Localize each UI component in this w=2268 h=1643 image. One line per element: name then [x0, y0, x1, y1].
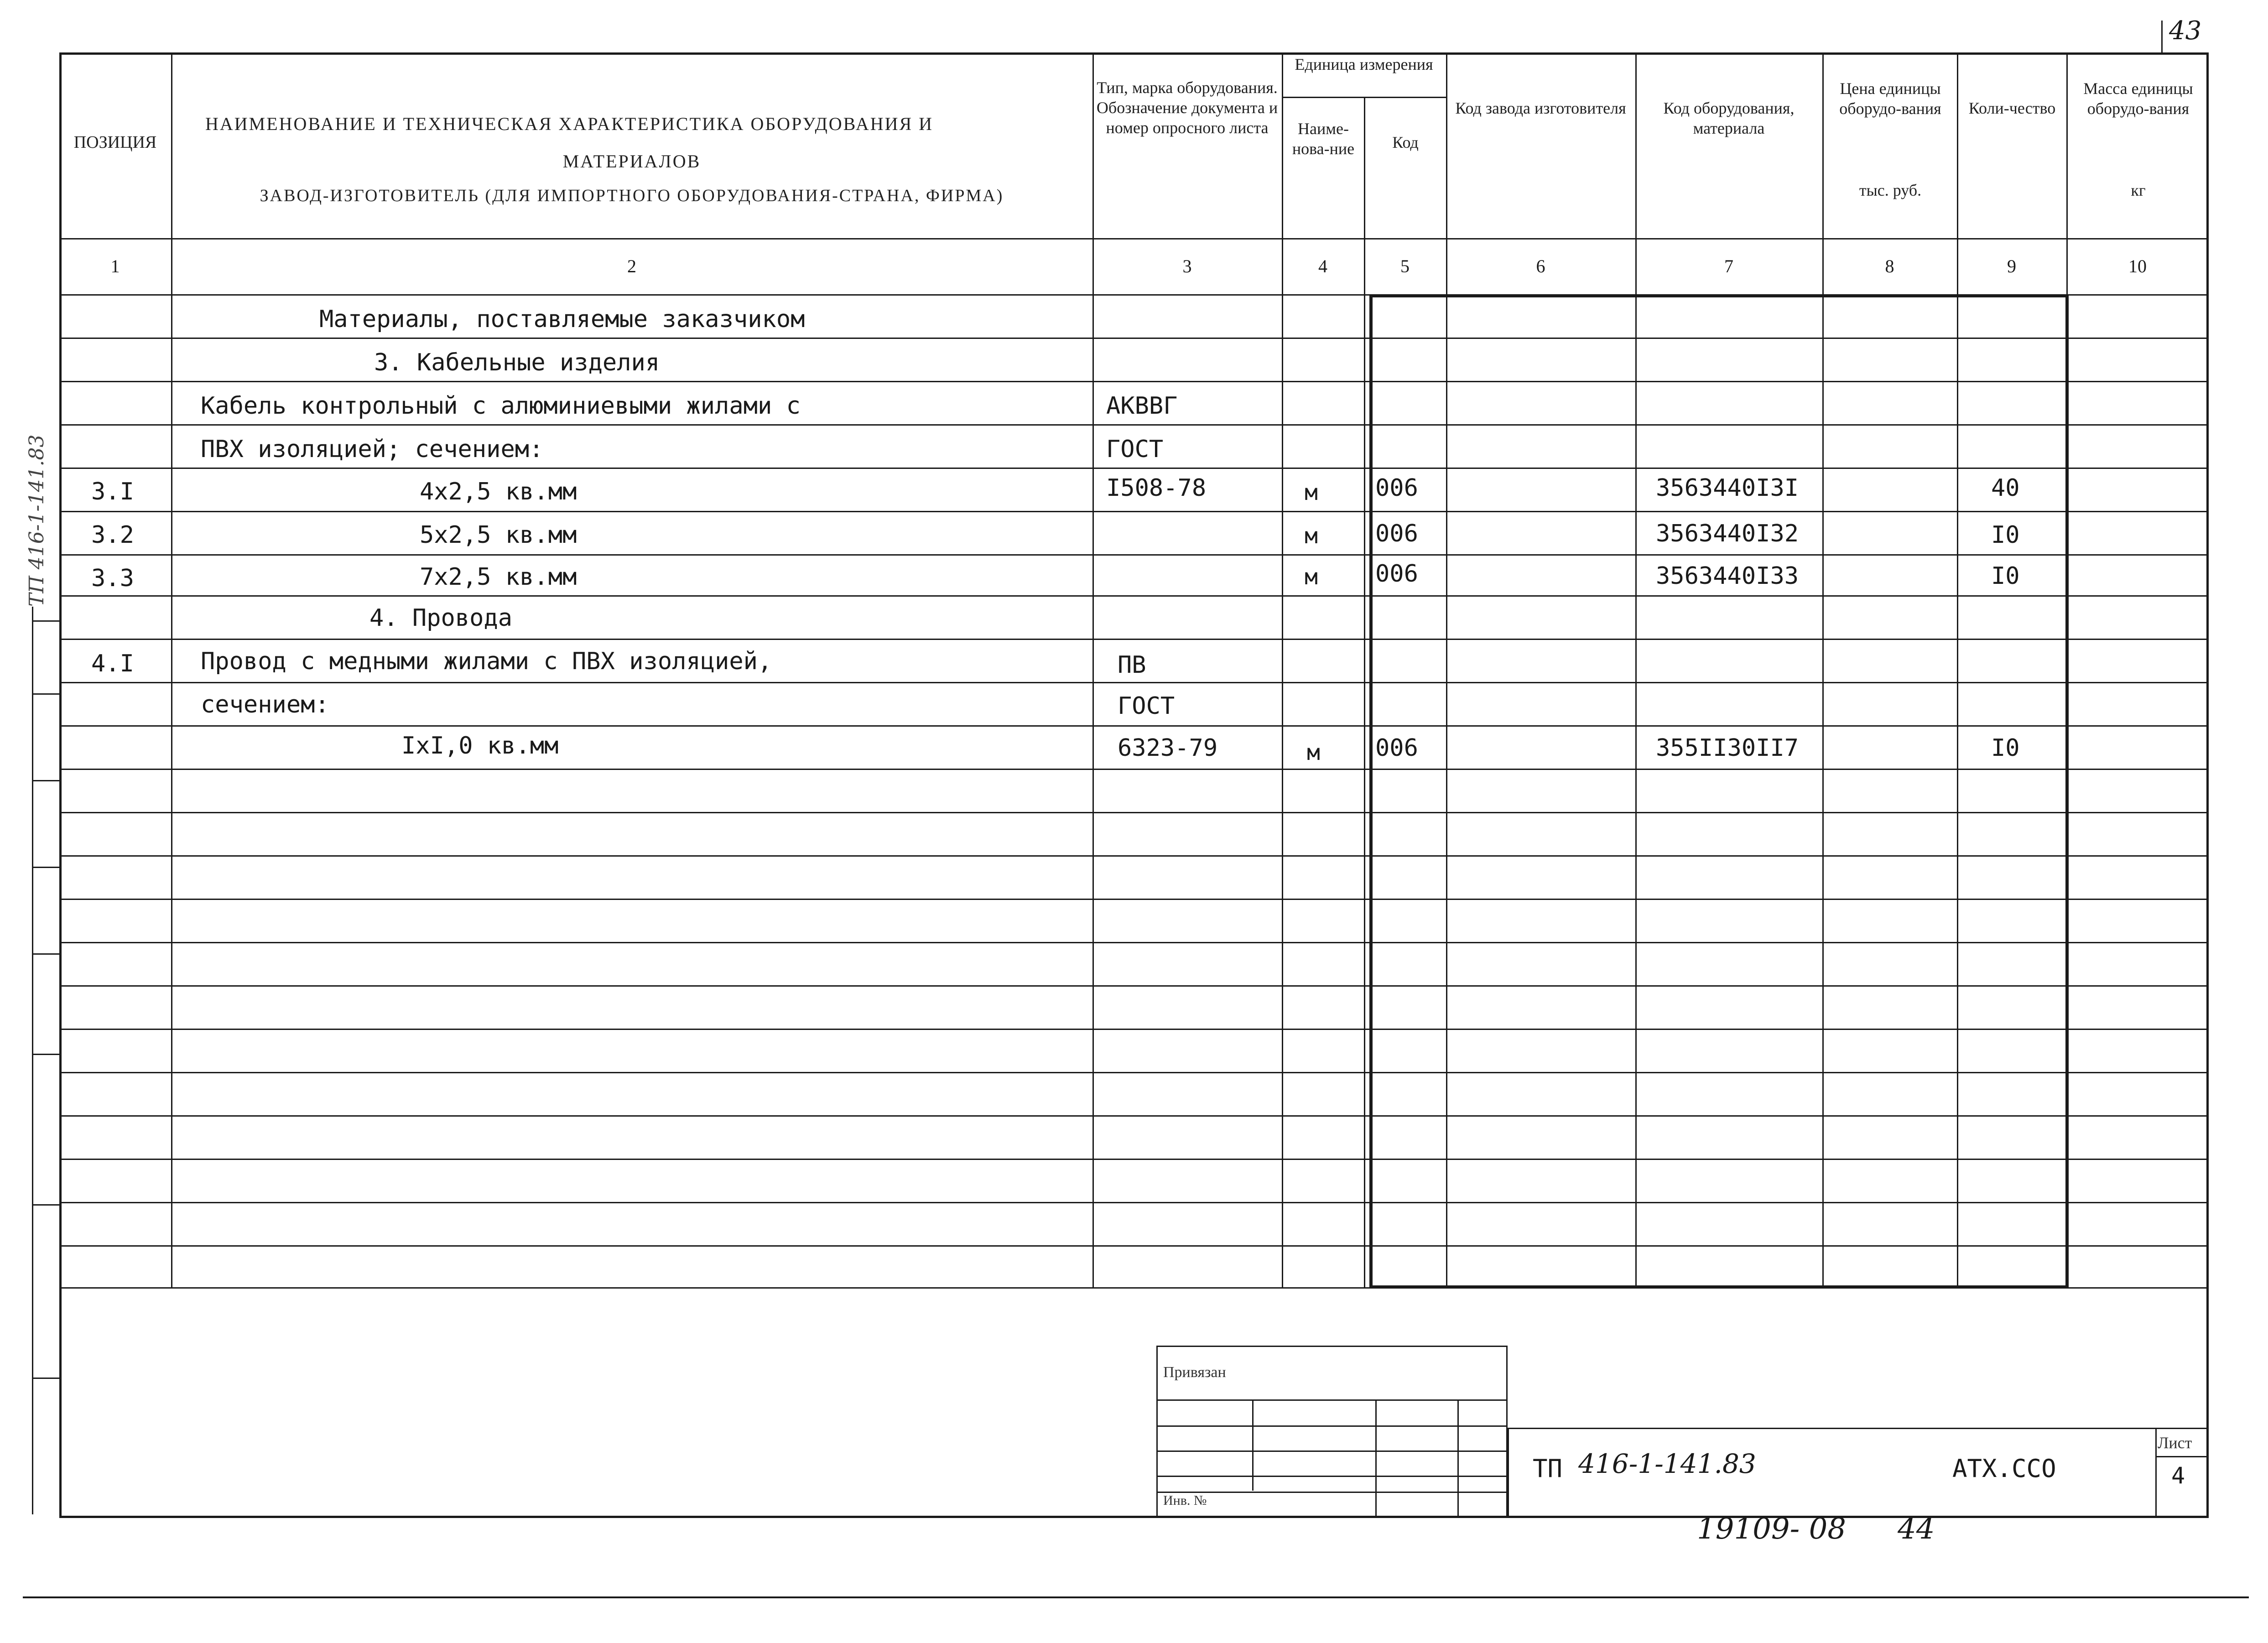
row-type: 6323-79	[1118, 734, 1218, 762]
sheet-box-line	[2155, 1428, 2157, 1518]
binding-tick	[32, 620, 62, 622]
stamp-line	[1156, 1399, 1508, 1401]
row-line	[59, 1202, 2209, 1203]
binding-tick	[32, 867, 62, 868]
row-material-code: 355II30II7	[1656, 734, 1799, 762]
column-number: 1	[110, 256, 120, 276]
row-line	[59, 1115, 2209, 1117]
sheet-number: 4	[2171, 1462, 2185, 1489]
row-position: 3.I	[91, 478, 134, 505]
row-position: 4.I	[91, 650, 134, 677]
row-line	[59, 1159, 2209, 1160]
col-line	[1957, 52, 1958, 1289]
row-line	[59, 424, 2209, 426]
thick-box-left	[1369, 294, 1373, 1289]
doc-number: 416-1-141.83	[1578, 1448, 1756, 1479]
row-unit: м	[1305, 480, 1318, 505]
row-line	[59, 1072, 2209, 1073]
row-line	[59, 595, 2209, 597]
row-line	[59, 812, 2209, 813]
thick-box-top	[1369, 294, 2069, 297]
sheet-label: Лист	[2158, 1434, 2192, 1452]
row-line	[59, 381, 2209, 382]
row-quantity: I0	[1991, 562, 2020, 590]
row-type: ГОСТ	[1106, 436, 1164, 463]
row-unit: м	[1307, 740, 1320, 765]
column-number: 6	[1536, 256, 1545, 276]
row-type: ПВ	[1118, 651, 1146, 679]
row-name: Материалы, поставляемые заказчиком	[319, 306, 805, 333]
row-name: 4. Провода	[369, 604, 513, 632]
header-price-unit: тыс. руб.	[1859, 181, 1922, 199]
row-line	[59, 985, 2209, 987]
sheet-box-line	[2155, 1456, 2209, 1457]
row-name: 3. Кабельные изделия	[374, 349, 660, 376]
row-unit-code: 006	[1375, 734, 1418, 762]
table-bottom-line	[59, 1287, 2209, 1289]
column-number: 2	[627, 256, 636, 276]
row-type: I508-78	[1106, 474, 1207, 502]
column-number: 7	[1724, 256, 1733, 276]
header-mass: Масса единицы оборудо-вания	[2083, 79, 2193, 118]
stamp-line	[1156, 1425, 1508, 1427]
binding-tick	[32, 953, 62, 955]
row-line	[59, 725, 2209, 727]
row-quantity: I0	[1991, 521, 2020, 549]
row-unit-code: 006	[1375, 520, 1418, 547]
row-quantity: I0	[1991, 734, 2020, 762]
row-unit: м	[1305, 564, 1318, 590]
row-material-code: 3563440I3I	[1656, 474, 1799, 502]
row-material-code: 3563440I33	[1656, 562, 1799, 590]
row-line	[59, 855, 2209, 857]
row-name: IxI,0 кв.мм	[401, 732, 559, 759]
column-number: 3	[1182, 256, 1192, 276]
col-line	[171, 52, 172, 1289]
stamp-line	[1156, 1492, 1508, 1493]
archive-page: 44	[1898, 1512, 1935, 1546]
doc-code: АТХ.ССО	[1952, 1454, 2056, 1483]
row-line	[59, 682, 2209, 683]
row-line	[59, 511, 2209, 512]
row-line	[59, 1029, 2209, 1030]
column-number: 9	[2007, 256, 2016, 276]
binding-tick	[32, 1204, 62, 1206]
col-line	[1092, 52, 1094, 1289]
header-price: Цена единицы оборудо-вания	[1839, 79, 1941, 118]
row-type: АКВВГ	[1106, 392, 1178, 420]
doc-prefix: ТП	[1533, 1454, 1563, 1483]
row-name: 4x2,5 кв.мм	[420, 478, 577, 505]
binding-tick	[32, 1054, 62, 1055]
row-line	[59, 899, 2209, 900]
header-unit-group: Единица измерения	[1295, 55, 1433, 73]
row-position: 3.2	[91, 521, 134, 549]
row-unit: м	[1305, 523, 1318, 549]
header-quantity: Коли-чество	[1968, 99, 2056, 117]
row-name: 7x2,5 кв.мм	[420, 563, 577, 591]
row-line	[59, 769, 2209, 770]
stamp-col	[1375, 1399, 1377, 1518]
header-unit-name: Наиме-нова-ние	[1292, 120, 1355, 158]
row-unit-code: 006	[1375, 560, 1418, 588]
row-name: ПВХ изоляцией; сечением:	[201, 436, 544, 463]
row-name: сечением:	[201, 691, 329, 718]
stamp-line	[1156, 1451, 1508, 1452]
header-material-code: Код оборудования, материала	[1663, 99, 1795, 137]
inventory-label: Инв. №	[1163, 1493, 1207, 1508]
thick-box-right	[2065, 294, 2069, 1289]
stamp-col	[1457, 1399, 1459, 1518]
col-line	[1282, 52, 1283, 1289]
trim-line	[23, 1596, 2249, 1598]
row-name: Провод с медными жилами с ПВХ изоляцией,	[201, 648, 772, 675]
header-position: ПОЗИЦИЯ	[73, 133, 157, 152]
stamp-col	[1252, 1399, 1254, 1491]
col-line	[1822, 52, 1824, 1289]
tied-label: Привязан	[1163, 1364, 1226, 1381]
header-name-line3: ЗАВОД-ИЗГОТОВИТЕЛЬ (ДЛЯ ИМПОРТНОГО ОБОРУДОВАНИЯ-СТРАНА, ФИРМА)	[260, 186, 1004, 205]
corner-tick	[2161, 21, 2163, 55]
stamp-line	[1156, 1476, 1508, 1477]
row-type: ГОСТ	[1118, 692, 1175, 720]
row-line	[59, 338, 2209, 339]
binding-tick	[32, 1378, 62, 1379]
row-quantity: 40	[1991, 474, 2020, 502]
row-line	[59, 554, 2209, 556]
corner-sheet-number: 43	[2169, 16, 2202, 46]
header-unit-code: Код	[1392, 133, 1419, 151]
row-line	[59, 639, 2209, 640]
row-name: 5x2,5 кв.мм	[420, 521, 577, 549]
header-divider	[59, 238, 2209, 239]
col-line	[1635, 52, 1637, 1289]
header-mass-unit: кг	[2131, 181, 2146, 199]
row-line	[59, 1245, 2209, 1247]
row-position: 3.3	[91, 565, 134, 592]
archive-number: 19109- 08	[1697, 1512, 1846, 1546]
column-number: 5	[1400, 256, 1410, 276]
header-name-line1: НАИМЕНОВАНИЕ И ТЕХНИЧЕСКАЯ ХАРАКТЕРИСТИКА ОБОРУДОВАНИЯ И	[205, 114, 934, 134]
row-line	[59, 942, 2209, 943]
binding-tick	[32, 693, 62, 695]
column-number: 8	[1885, 256, 1894, 276]
header-type: Тип, марка оборудования. Обозначение документа и номер опросного листа	[1096, 78, 1278, 137]
col-line	[1446, 52, 1447, 1289]
row-material-code: 3563440I32	[1656, 520, 1799, 547]
column-number: 4	[1318, 256, 1327, 276]
binding-tick	[32, 780, 62, 781]
side-document-number: ТП 416-1-141.83	[25, 434, 48, 607]
column-number: 10	[2128, 256, 2147, 276]
row-name: Кабель контрольный с алюминиевыми жилами с	[201, 392, 801, 420]
header-factory-code: Код завода изготовителя	[1455, 99, 1626, 117]
row-unit-code: 006	[1375, 474, 1418, 502]
row-line	[59, 468, 2209, 469]
header-name-line2: МАТЕРИАЛОВ	[562, 151, 701, 172]
